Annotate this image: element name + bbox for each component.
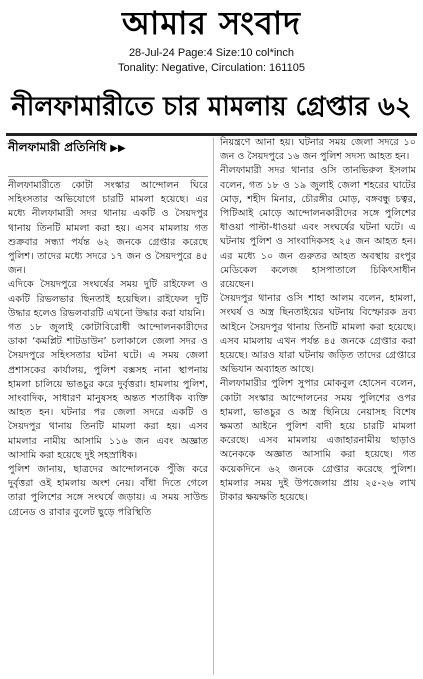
column-divider <box>213 138 214 675</box>
article-headline: নীলফামারীতে চার মামলায় গ্রেপ্তার ৬২ <box>11 92 412 122</box>
article-byline <box>8 139 208 157</box>
article-paragraph: নীলফামারী সদর থানার ওসি তানভিরুল ইসলাম বলেন, গত ১৮ ও ১৯ জুলাই জেলা শহরের ঘাটের মোড়, শহীদ মিনার, চৌরঙ্গীর মোড়, বঙ্গবন্ধু চত্বর, পিটিআই মোড়ে আন্দোলনকারীদের সঙ্গে পুলিশের ধাওয়া পাল্টা-ধাওয়া এবং সংঘর্ষের ঘটনা ঘটে। এ ঘটনায় পুলিশ ও সাংবাদিকসহ ২৫ জন আহত হন। এর মধ্যে ১০ জন গুরুতর আহত অবস্থায় রংপুর মেডিকেল কলেজ হাসপাতালে চিকিৎসাধীন রয়েছেন। <box>220 165 416 291</box>
article-column-right <box>220 136 416 675</box>
article-paragraph: সৈয়দপুর থানার ওসি শাহা আলম বলেন, হামলা, সংঘর্ষ ও অস্ত্র ছিনতাইয়ের ঘটনায় বিস্ফোরক দ্রব্য আইনে সৈয়দপুর থানায় তিনটি মামলা করা হয়েছে। এসব মামলায় এখন পর্যন্ত ৪৫ জনকে গ্রেপ্তার করা হয়েছে। আরও যারা ঘটনায় জড়িত তাদের গ্রেপ্তারে অভিযান অব্যাহত আছে। <box>220 293 416 376</box>
article-paragraph: নিয়ন্ত্রণে আনা হয়। ঘটনার সময় জেলা সদরে ১০ জন ও সৈয়দপুরে ১৬ জন পুলিশ সদস্য আহত হন। <box>220 137 416 163</box>
byline-text: নীলফামারী প্রতিনিধি <box>8 140 107 154</box>
byline-arrows-icon: ▶▶ <box>110 143 126 154</box>
article-paragraph: এদিকে সৈয়দপুরে সংঘর্ষের সময় দুটি রাইফেল ও একটি রিভলভার ছিনতাই হয়েছিল। রাইফেল দুটি উদ্ধার হলেও রিভলবারটি এখনো উদ্ধার করা যায়নি। <box>8 279 208 319</box>
clipping-meta-date: 28-Jul-24 Page:4 Size:10 col*inch <box>128 47 295 59</box>
article-paragraph: নীলফামারীর পুলিশ সুপার মোকবুল হোসেন বলেন, কোটা সংস্কার আন্দোলনের সময় পুলিশের ওপর হামলা, ভাঙচুর ও অস্ত্র ছিনিয়ে নেয়াসহ বিশেষ ক্ষমতা আইনে পুলিশ বাদী হয়ে চারটি মামলা করেছে। এসব মামলায় এজাহারনামীয় ছাড়াও অনেককে অজ্ঞাত আসামি করা হয়েছে। গত কয়েকদিনে ৬২ জনকে গ্রেপ্তার করেছে পুলিশ। হামলার সময় দুই উপজেলায় প্রায় ২৫-২৬ লাখ টাকার ক্ষয়ক্ষতি হয়েছে। <box>220 378 416 504</box>
masthead <box>0 0 423 46</box>
article-paragraph: পুলিশ জানায়, ছাত্রদের আন্দোলনকে পুঁজি করে দুর্বৃত্তরা ওই হামলায় অংশ নেয়। বাঁধা দিতে গেলে তারা পুলিশের সঙ্গে সংঘর্ষে জড়ায়। এ সময় সাউন্ড গ্রেনেড ও রাবার বুলেট ছুড়ে পরিস্থিতি <box>8 464 208 518</box>
article-column-left <box>8 176 208 675</box>
article-paragraph: গত ১৮ জুলাই কোটাবিরোধী আন্দোলনকারীদের ডাকা ‘কমপ্লিট শাটডাউন’ চলাকালে জেলা সদর ও সৈয়দপুরে সহিংসতার ঘটনা ঘটে। এ সময় জেলা প্রশাসকের কার্যালয়, পুলিশ বক্সসহ নানা স্থাপনায় হামলা চালিয়ে ভাঙচুর করে দুর্বৃত্তরা। হামলায় পুলিশ, সাংবাদিক, সাধারণ মানুষসহ অন্তত শতাধিক ব্যক্তি আহত হন। ঘটনার পর জেলা সদরে একটি ও সৈয়দপুর থানায় তিনটি মামলা করা হয়। এসব মামলার নামীয় আসামি ১১৬ জন এবং অজ্ঞাত আসামি করা হয়েছে দুই সহস্রাধিক। <box>8 322 208 461</box>
clipping-meta-tonality: Tonality: Negative, Circulation: 161105 <box>118 62 305 74</box>
newspaper-logo: আমার সংবাদ <box>122 4 301 42</box>
article-paragraph: নীলফামারীতে কোটা সংস্কার আন্দোলন ঘিরে সহিংসতার অভিযোগে চারটি মামলা হয়েছে। এর মধ্যে নীলফামারী সদর থানায় একটি ও সৈয়দপুর থানায় তিনটি মামলা করা হয়। এসব মামলায় গত শুক্রবার সন্ধ্যা পর্যন্ত ৬২ জনকে গ্রেপ্তার করেছে পুলিশ। তাদের মধ্যে সদরে ১৭ জন ও সৈয়দপুরে ৪৫ জন। <box>8 180 208 277</box>
